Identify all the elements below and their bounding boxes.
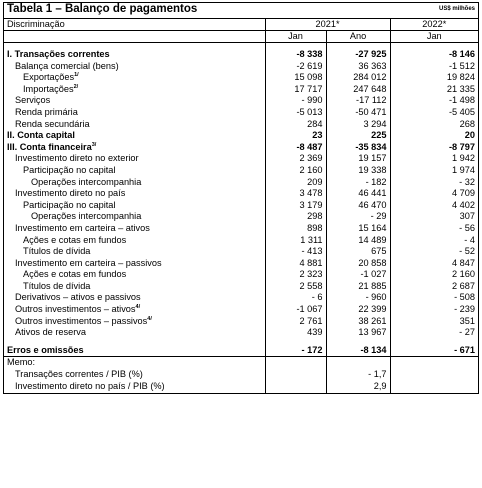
- cell-ano21: 20 858: [326, 258, 390, 270]
- cell-jan22: 4 847: [390, 258, 478, 270]
- cell-jan21: 284: [265, 119, 326, 131]
- cell-jan21: -8 487: [265, 142, 326, 154]
- cell-ano21: 675: [326, 246, 390, 258]
- column-header-discriminacao: Discriminação: [7, 19, 65, 29]
- cell-jan21: 1 311: [265, 235, 326, 247]
- row-label-text: Exportações: [23, 72, 75, 83]
- cell-jan22: -5 405: [390, 107, 478, 119]
- footnote-marker: 4/: [135, 304, 141, 311]
- row-label-text: Participação no capital: [23, 199, 116, 210]
- cell-jan22: -1 512: [390, 61, 478, 73]
- table-title: Tabela 1 – Balanço de pagamentos: [7, 3, 198, 15]
- table-row: [4, 165, 478, 177]
- table-row: [4, 304, 478, 316]
- cell-jan22: - 4: [390, 235, 478, 247]
- cell-jan22: - 27: [390, 327, 478, 339]
- row-label: [4, 281, 265, 293]
- cell-jan21: 23: [265, 130, 326, 142]
- cell-jan22: 19 824: [390, 72, 478, 84]
- cell-jan21: 298: [265, 211, 326, 223]
- cell-jan21: -2 619: [265, 61, 326, 73]
- row-label-text: Ações e cotas em fundos: [23, 269, 127, 280]
- header-row-periods: [4, 31, 478, 43]
- row-label-text: III. Conta financeira: [7, 141, 92, 152]
- row-label-text: Renda secundária: [15, 118, 90, 129]
- cell-jan21: 4 881: [265, 258, 326, 270]
- cell-ano21: -17 112: [326, 95, 390, 107]
- memo-header-row: [4, 357, 478, 369]
- cell-ano21: 247 648: [326, 84, 390, 96]
- row-label-text: II. Conta capital: [7, 130, 75, 141]
- memo-row: [4, 369, 478, 381]
- table-row: [4, 119, 478, 131]
- row-label-text: Importações: [23, 83, 74, 94]
- cell-jan21: -5 013: [265, 107, 326, 119]
- cell-jan22: -8 146: [390, 49, 478, 61]
- cell-jan21: 15 098: [265, 72, 326, 84]
- cell-jan22: 268: [390, 119, 478, 131]
- table-row: [4, 72, 478, 84]
- row-label: [4, 211, 265, 223]
- table-row: [4, 211, 478, 223]
- footnote-marker: 2/: [73, 83, 79, 90]
- cell-ano21: -50 471: [326, 107, 390, 119]
- cell-jan22: 2 687: [390, 281, 478, 293]
- row-label: [4, 142, 265, 154]
- table-row: [4, 316, 478, 328]
- cell-ano21: -8 134: [326, 345, 390, 357]
- row-label: [4, 327, 265, 339]
- table-row: [4, 223, 478, 235]
- table-row: [4, 130, 478, 142]
- cell-jan22: 20: [390, 130, 478, 142]
- row-label: [4, 165, 265, 177]
- footnote-marker: 3/: [91, 141, 97, 148]
- row-label-text: Investimento em carteira – ativos: [15, 222, 150, 233]
- cell-jan22: - 671: [390, 345, 478, 357]
- row-label: [4, 235, 265, 247]
- cell-ano21: -1 027: [326, 269, 390, 281]
- cell-ano21: 3 294: [326, 119, 390, 131]
- cell-jan21: 439: [265, 327, 326, 339]
- table-row: [4, 269, 478, 281]
- cell-ano21: 19 338: [326, 165, 390, 177]
- year-header-2022: 2022*: [390, 19, 478, 31]
- cell-ano21: 284 012: [326, 72, 390, 84]
- row-label: [4, 292, 265, 304]
- cell-jan22: -8 797: [390, 142, 478, 154]
- memo-cell-jan22: [390, 369, 478, 381]
- table-row: [4, 84, 478, 96]
- row-label: [4, 84, 265, 96]
- row-label-text: Erros e omissões: [7, 344, 84, 355]
- table-row: [4, 107, 478, 119]
- row-label-text: Operações intercompanhia: [31, 211, 142, 222]
- table-row: [4, 258, 478, 270]
- row-label: [4, 345, 265, 357]
- cell-jan22: 4 709: [390, 188, 478, 200]
- cell-ano21: -35 834: [326, 142, 390, 154]
- cell-ano21: - 182: [326, 177, 390, 189]
- row-label-text: I. Transações correntes: [7, 49, 110, 59]
- footnote-marker: 4/: [147, 315, 152, 322]
- table-row: [4, 177, 478, 189]
- cell-jan21: 2 160: [265, 165, 326, 177]
- cell-jan22: 351: [390, 316, 478, 328]
- table-row: [4, 49, 478, 61]
- table-row: [4, 235, 478, 247]
- row-label: [4, 223, 265, 235]
- cell-jan21: -1 067: [265, 304, 326, 316]
- row-label-text: Investimento direto no país: [15, 188, 126, 199]
- row-label: [4, 49, 265, 61]
- cell-ano21: -27 925: [326, 49, 390, 61]
- cell-jan21: -8 338: [265, 49, 326, 61]
- row-label-text: Renda primária: [15, 106, 78, 117]
- cell-ano21: 13 967: [326, 327, 390, 339]
- row-label: [4, 72, 265, 84]
- row-label: [4, 246, 265, 258]
- year-header-2021: 2021*: [265, 19, 390, 31]
- cell-ano21: 36 363: [326, 61, 390, 73]
- row-label-text: Balança comercial (bens): [15, 60, 119, 71]
- cell-jan22: 21 335: [390, 84, 478, 96]
- cell-ano21: 21 885: [326, 281, 390, 293]
- balance-of-payments-table: [3, 2, 479, 394]
- table-row: [4, 246, 478, 258]
- memo-label: Memo:: [7, 357, 36, 368]
- cell-jan22: 1 942: [390, 153, 478, 165]
- cell-jan22: - 52: [390, 246, 478, 258]
- cell-jan22: - 508: [390, 292, 478, 304]
- row-label: [4, 304, 265, 316]
- table-row: [4, 188, 478, 200]
- cell-jan22: 2 160: [390, 269, 478, 281]
- row-label: [4, 316, 265, 328]
- table-row: [4, 142, 478, 154]
- row-label-text: Títulos de dívida: [23, 280, 91, 291]
- row-label-text: Títulos de dívida: [23, 246, 91, 257]
- table-row: [4, 153, 478, 165]
- row-label-text: Serviços: [15, 95, 51, 106]
- table-row: [4, 327, 478, 339]
- cell-jan21: 17 717: [265, 84, 326, 96]
- row-label-text: Ações e cotas em fundos: [23, 234, 127, 245]
- row-label: [4, 119, 265, 131]
- row-label: [4, 188, 265, 200]
- cell-jan21: - 172: [265, 345, 326, 357]
- table-row: [4, 95, 478, 107]
- row-label: [4, 153, 265, 165]
- cell-jan21: - 990: [265, 95, 326, 107]
- row-label: [4, 130, 265, 142]
- cell-jan21: 898: [265, 223, 326, 235]
- row-label: [4, 258, 265, 270]
- cell-jan21: 2 558: [265, 281, 326, 293]
- memo-row: [4, 381, 478, 393]
- cell-jan21: 2 323: [265, 269, 326, 281]
- row-label: [4, 61, 265, 73]
- table-row: [4, 200, 478, 212]
- row-label: [4, 200, 265, 212]
- cell-ano21: 14 489: [326, 235, 390, 247]
- cell-ano21: - 960: [326, 292, 390, 304]
- memo-cell-jan21: [265, 369, 326, 381]
- cell-jan22: - 56: [390, 223, 478, 235]
- cell-jan21: - 413: [265, 246, 326, 258]
- row-label-text: Ativos de reserva: [15, 327, 86, 338]
- memo-cell-ano21: 2,9: [326, 381, 390, 393]
- data-table: [4, 19, 478, 393]
- row-label-text: Investimento em carteira – passivos: [15, 257, 162, 268]
- cell-ano21: 225: [326, 130, 390, 142]
- cell-jan22: -1 498: [390, 95, 478, 107]
- row-label-text: Outros investimentos – ativos: [15, 304, 136, 315]
- row-label-text: Operações intercompanhia: [31, 176, 142, 187]
- table-row: [4, 345, 478, 357]
- memo-item-label: Transações correntes / PIB (%): [15, 369, 143, 380]
- table-row: [4, 292, 478, 304]
- row-label-text: Participação no capital: [23, 164, 116, 175]
- cell-jan21: - 6: [265, 292, 326, 304]
- cell-ano21: 46 441: [326, 188, 390, 200]
- row-label: [4, 177, 265, 189]
- cell-jan22: - 32: [390, 177, 478, 189]
- cell-jan22: - 239: [390, 304, 478, 316]
- cell-ano21: 38 261: [326, 316, 390, 328]
- row-label-text: Investimento direto no exterior: [15, 153, 139, 164]
- cell-jan22: 1 974: [390, 165, 478, 177]
- cell-ano21: - 29: [326, 211, 390, 223]
- cell-jan21: 209: [265, 177, 326, 189]
- row-label: [4, 95, 265, 107]
- memo-cell-jan21: [265, 381, 326, 393]
- unit-label: US$ milhões: [438, 6, 475, 12]
- cell-ano21: 22 399: [326, 304, 390, 316]
- cell-jan21: 2 369: [265, 153, 326, 165]
- memo-item-label: Investimento direto no país / PIB (%): [15, 381, 165, 392]
- table-row: [4, 281, 478, 293]
- period-header-jan-2021: Jan: [265, 31, 326, 43]
- header-spacer: [4, 31, 265, 43]
- period-header-jan-2022: Jan: [390, 31, 478, 43]
- header-row-years: [4, 19, 478, 31]
- cell-jan21: 3 179: [265, 200, 326, 212]
- cell-ano21: 46 470: [326, 200, 390, 212]
- footnote-marker: 1/: [74, 72, 79, 79]
- cell-ano21: 15 164: [326, 223, 390, 235]
- cell-ano21: 19 157: [326, 153, 390, 165]
- cell-jan22: 4 402: [390, 200, 478, 212]
- cell-jan22: 307: [390, 211, 478, 223]
- title-bar: [4, 3, 478, 19]
- period-header-ano-2021: Ano: [326, 31, 390, 43]
- memo-cell-jan22: [390, 381, 478, 393]
- cell-jan21: 3 478: [265, 188, 326, 200]
- memo-cell-ano21: - 1,7: [326, 369, 390, 381]
- row-label: [4, 269, 265, 281]
- table-row: [4, 61, 478, 73]
- row-label-text: Derivativos – ativos e passivos: [15, 292, 141, 303]
- row-label-text: Outros investimentos – passivos: [15, 315, 148, 326]
- cell-jan21: 2 761: [265, 316, 326, 328]
- row-label: [4, 107, 265, 119]
